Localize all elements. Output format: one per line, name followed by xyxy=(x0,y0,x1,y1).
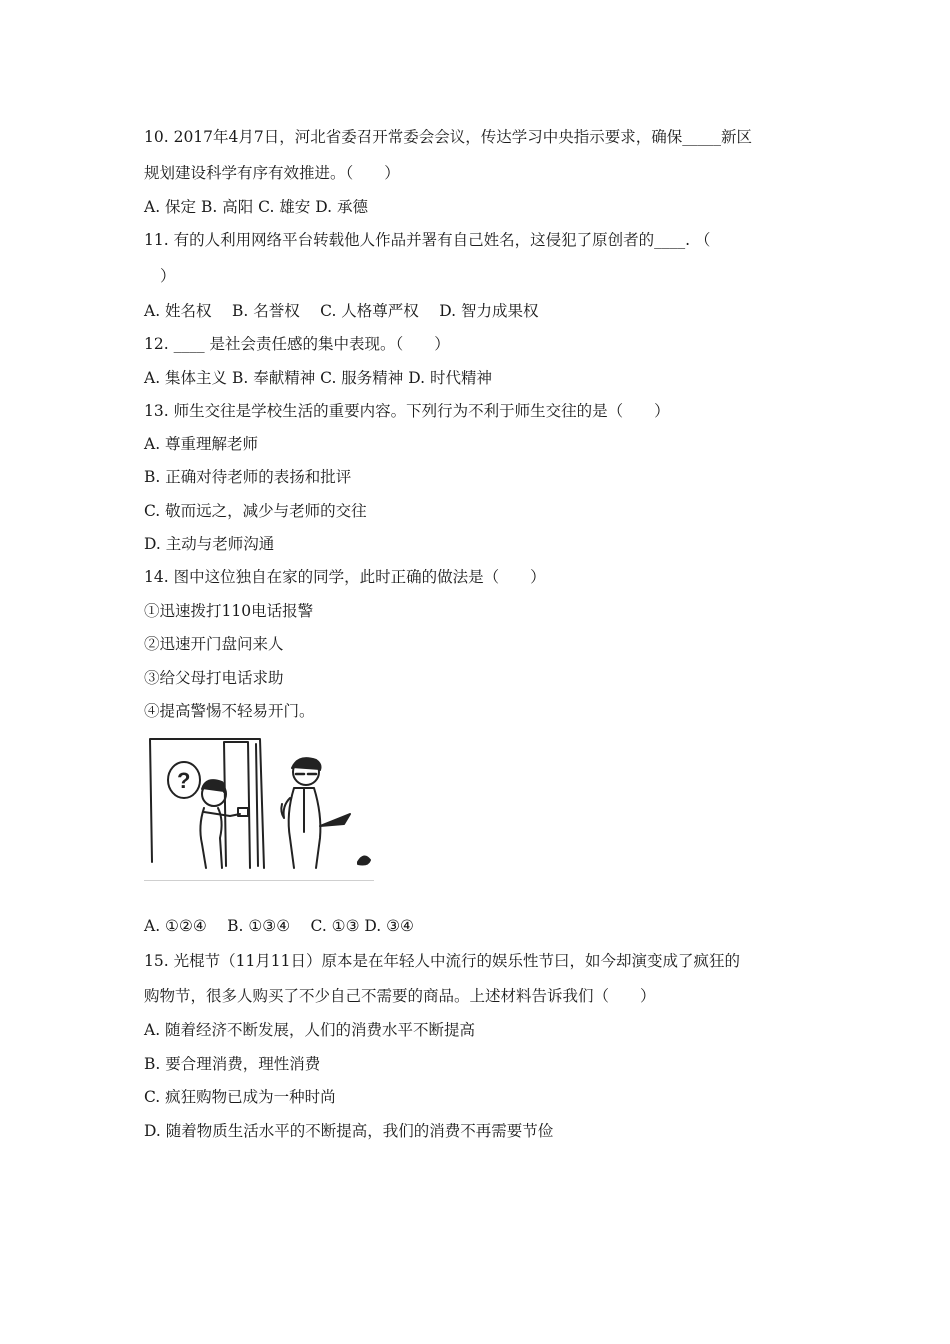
question-14-item-1: ①迅速拨打110电话报警 xyxy=(144,602,314,620)
question-15-option-a: A. 随着经济不断发展，人们的消费水平不断提高 xyxy=(144,1021,476,1039)
question-15-option-c: C. 疯狂购物已成为一种时尚 xyxy=(144,1088,336,1106)
visitor-body xyxy=(289,788,321,868)
question-11-stem-line-2: ） xyxy=(160,267,176,285)
question-15-option-b: B. 要合理消费，理性消费 xyxy=(144,1055,321,1073)
question-15-stem-line-2: 购物节，很多人购买了不少自己不需要的商品。上述材料告诉我们（ ） xyxy=(144,987,656,1005)
visitor-hidden-knife xyxy=(320,814,350,826)
question-12-options: A. 集体主义 B. 奉献精神 C. 服务精神 D. 时代精神 xyxy=(144,369,492,387)
question-15-option-d: D. 随着物质生活水平的不断提高，我们的消费不再需要节俭 xyxy=(144,1122,554,1140)
question-11-stem-line-1: 11. 有的人利用网络平台转载他人作品并署有自己姓名，这侵犯了原创者的____. （ xyxy=(144,231,711,249)
door-frame xyxy=(224,742,250,868)
question-13-option-b: B. 正确对待老师的表扬和批评 xyxy=(144,468,352,486)
floor-debris xyxy=(358,856,370,864)
question-13-stem: 13. 师生交往是学校生活的重要内容。下列行为不利于师生交往的是（ ） xyxy=(144,402,670,420)
visitor-hair xyxy=(292,758,321,770)
question-15-stem-line-1: 15. 光棍节（11月11日）原本是在年轻人中流行的娱乐性节曰，如今却演变成了疯狂的 xyxy=(144,952,741,970)
question-11-options: A. 姓名权 B. 名誉权 C. 人格尊严权 D. 智力成果权 xyxy=(144,302,539,320)
question-mark: ? xyxy=(177,768,191,793)
question-10-stem-line-1: 10. 2017年4月7日，河北省委召开常委会会议，传达学习中央指示要求，确保_____新区 xyxy=(144,128,752,146)
question-10-options: A. 保定 B. 高阳 C. 雄安 D. 承德 xyxy=(144,198,368,216)
question-14-item-2: ②迅速开门盘问来人 xyxy=(144,635,284,653)
question-14-stem: 14. 图中这位独自在家的同学，此时正确的做法是（ ） xyxy=(144,568,546,586)
question-10-stem-line-2: 规划建设科学有序有效推进。（ ） xyxy=(144,164,400,182)
door-inner-line xyxy=(256,744,258,866)
question-13-option-c: C. 敬而远之，减少与老师的交往 xyxy=(144,502,367,520)
question-14-options: A. ①②④ B. ①③④ C. ①③ D. ③④ xyxy=(144,917,414,935)
figure-divider xyxy=(144,880,374,881)
question-14-item-4: ④提高警惕不轻易开门。 xyxy=(144,702,315,720)
child-body xyxy=(200,808,240,868)
question-13-option-d: D. 主动与老师沟通 xyxy=(144,535,275,553)
child-hair xyxy=(202,780,225,792)
question-12-stem: 12. ____ 是社会责任感的集中表现。（ ） xyxy=(144,335,450,353)
question-13-option-a: A. 尊重理解老师 xyxy=(144,435,259,453)
door-illustration xyxy=(144,734,374,884)
question-14-item-3: ③给父母打电话求助 xyxy=(144,669,284,687)
